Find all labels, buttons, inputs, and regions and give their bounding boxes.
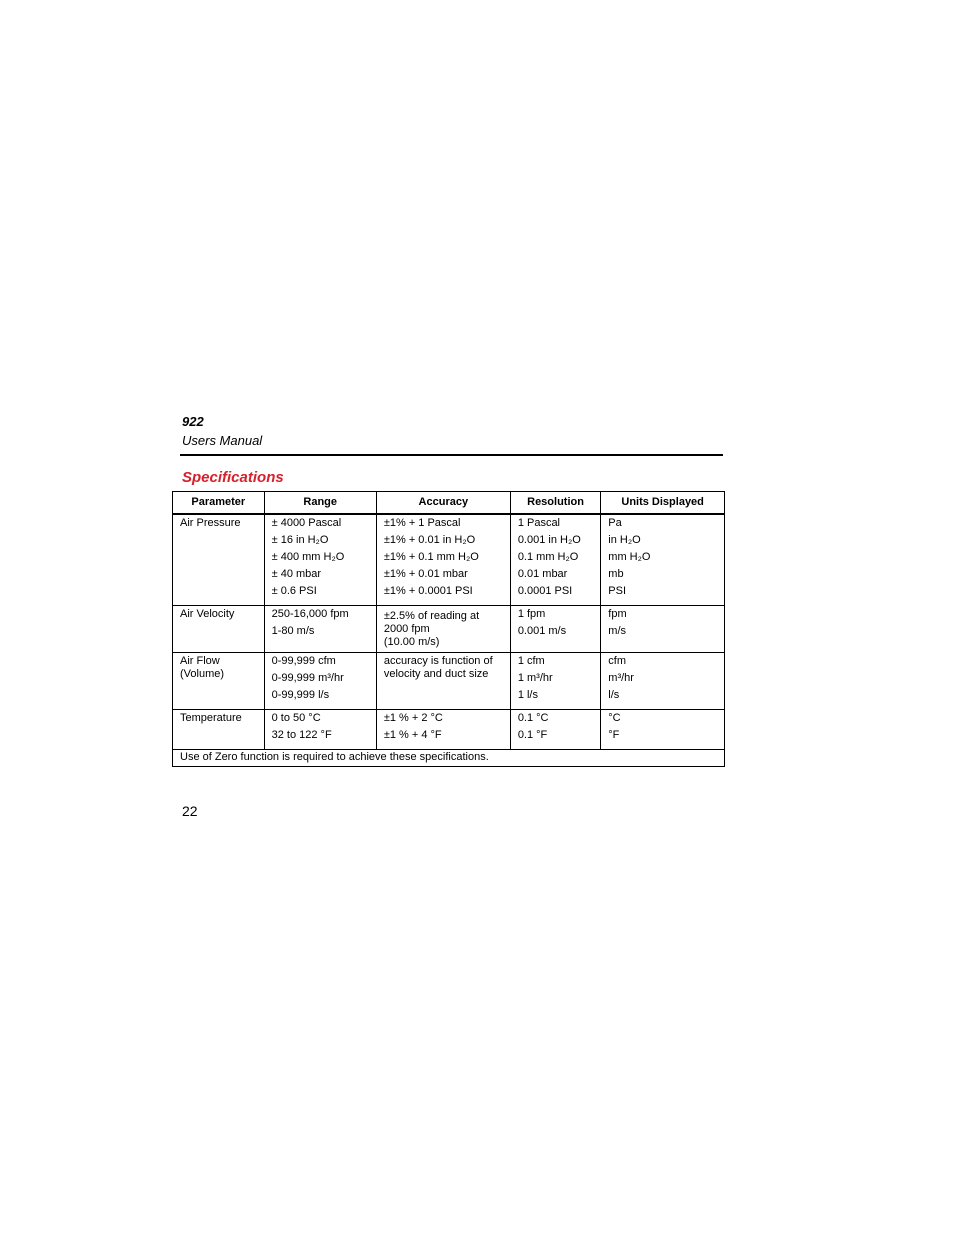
- specifications-table: [172, 491, 725, 767]
- cell-line: 1 cfm: [517, 655, 545, 667]
- cell-line: ±1% + 0.01 mbar: [383, 568, 468, 580]
- cell-parameter: [173, 606, 265, 653]
- cell-line: accuracy is function of velocity and duct size: [383, 655, 493, 680]
- cell-line: l/s: [608, 689, 620, 701]
- column-header-accuracy: Accuracy: [376, 492, 510, 515]
- table-row: [173, 710, 725, 750]
- header-rule: [180, 454, 723, 456]
- cell-line: 0.01 mbar: [517, 568, 568, 580]
- cell-units: [601, 653, 725, 710]
- cell-line: ±1 % + 2 °C: [383, 712, 443, 724]
- cell-line: 1 fpm: [517, 608, 546, 620]
- cell-line: °C: [608, 712, 621, 724]
- cell-line: m/s: [608, 625, 627, 637]
- cell-line: m³/hr: [608, 672, 634, 684]
- cell-line: 32 to 122 °F: [271, 729, 332, 741]
- cell-accuracy: [376, 514, 510, 606]
- cell-resolution: [510, 710, 600, 750]
- cell-line: 0.1 mm H₂O: [517, 551, 579, 563]
- cell-accuracy: [376, 710, 510, 750]
- cell-line: 1-80 m/s: [271, 625, 315, 637]
- cell-accuracy: [376, 606, 510, 653]
- cell-line: 0 to 50 °C: [271, 712, 321, 724]
- document-subtitle: Users Manual: [182, 433, 263, 448]
- cell-line: ± 0.6 PSI: [271, 585, 317, 597]
- cell-line: 0.001 m/s: [517, 625, 567, 637]
- cell-range: [264, 514, 376, 606]
- cell-line: ±1% + 0.0001 PSI: [383, 585, 473, 597]
- cell-parameter: [173, 653, 265, 710]
- cell-line: in H₂O: [608, 534, 641, 546]
- cell-line: °F: [608, 729, 620, 741]
- table-footnote: Use of Zero function is required to achieve these specifications.: [173, 750, 725, 767]
- column-header-range: Range: [264, 492, 376, 515]
- cell-range: [264, 606, 376, 653]
- cell-resolution: [510, 514, 600, 606]
- cell-line: ± 16 in H₂O: [271, 534, 329, 546]
- cell-line: cfm: [608, 655, 627, 667]
- cell-line: Temperature: [180, 712, 242, 724]
- cell-range: [264, 653, 376, 710]
- section-title: Specifications: [182, 469, 284, 486]
- cell-line: 0-99,999 cfm: [271, 655, 336, 667]
- cell-line: fpm: [608, 608, 627, 620]
- cell-line: PSI: [608, 585, 627, 597]
- cell-line: 0.001 in H₂O: [517, 534, 581, 546]
- cell-units: [601, 710, 725, 750]
- cell-line: mm H₂O: [608, 551, 651, 563]
- cell-line: ± 4000 Pascal: [271, 517, 342, 529]
- cell-units: [601, 514, 725, 606]
- cell-line: ±1 % + 4 °F: [383, 729, 442, 741]
- cell-line: 0-99,999 l/s: [271, 689, 330, 701]
- page-number: 22: [182, 803, 198, 819]
- cell-line: Air Pressure: [180, 517, 241, 529]
- cell-accuracy: [376, 653, 510, 710]
- cell-line: 0-99,999 m³/hr: [271, 672, 344, 684]
- cell-line: (Volume): [180, 668, 225, 680]
- table-header-row: [173, 492, 725, 515]
- cell-parameter: [173, 514, 265, 606]
- cell-line: 1 m³/hr: [517, 672, 553, 684]
- cell-range: [264, 710, 376, 750]
- cell-units: [601, 606, 725, 653]
- column-header-units-displayed: Units Displayed: [601, 492, 725, 515]
- column-header-parameter: Parameter: [173, 492, 265, 515]
- cell-line: 1 l/s: [517, 689, 538, 701]
- table-footnote-row: [173, 750, 725, 767]
- cell-line: 0.1 °F: [517, 729, 548, 741]
- cell-line: ± 40 mbar: [271, 568, 322, 580]
- cell-line: Air Velocity: [180, 608, 235, 620]
- cell-line: ±2.5% of reading at 2000 fpm: [383, 610, 480, 635]
- cell-resolution: [510, 606, 600, 653]
- cell-line: Air Flow: [180, 655, 220, 667]
- cell-line: 0.1 °C: [517, 712, 549, 724]
- document-model: 922: [182, 414, 204, 429]
- cell-line: Pa: [608, 517, 622, 529]
- cell-line: ±1% + 0.01 in H₂O: [383, 534, 476, 546]
- cell-line: ±1% + 0.1 mm H₂O: [383, 551, 479, 563]
- column-header-resolution: Resolution: [510, 492, 600, 515]
- cell-resolution: [510, 653, 600, 710]
- table-row: [173, 606, 725, 653]
- cell-line: ±1% + 1 Pascal: [383, 517, 461, 529]
- cell-line: 250-16,000 fpm: [271, 608, 349, 620]
- cell-line: mb: [608, 568, 624, 580]
- cell-line: ± 400 mm H₂O: [271, 551, 345, 563]
- table-row: [173, 514, 725, 606]
- cell-line: (10.00 m/s): [383, 636, 440, 648]
- cell-parameter: [173, 710, 265, 750]
- table-row: [173, 653, 725, 710]
- cell-line: 0.0001 PSI: [517, 585, 573, 597]
- cell-line: 1 Pascal: [517, 517, 561, 529]
